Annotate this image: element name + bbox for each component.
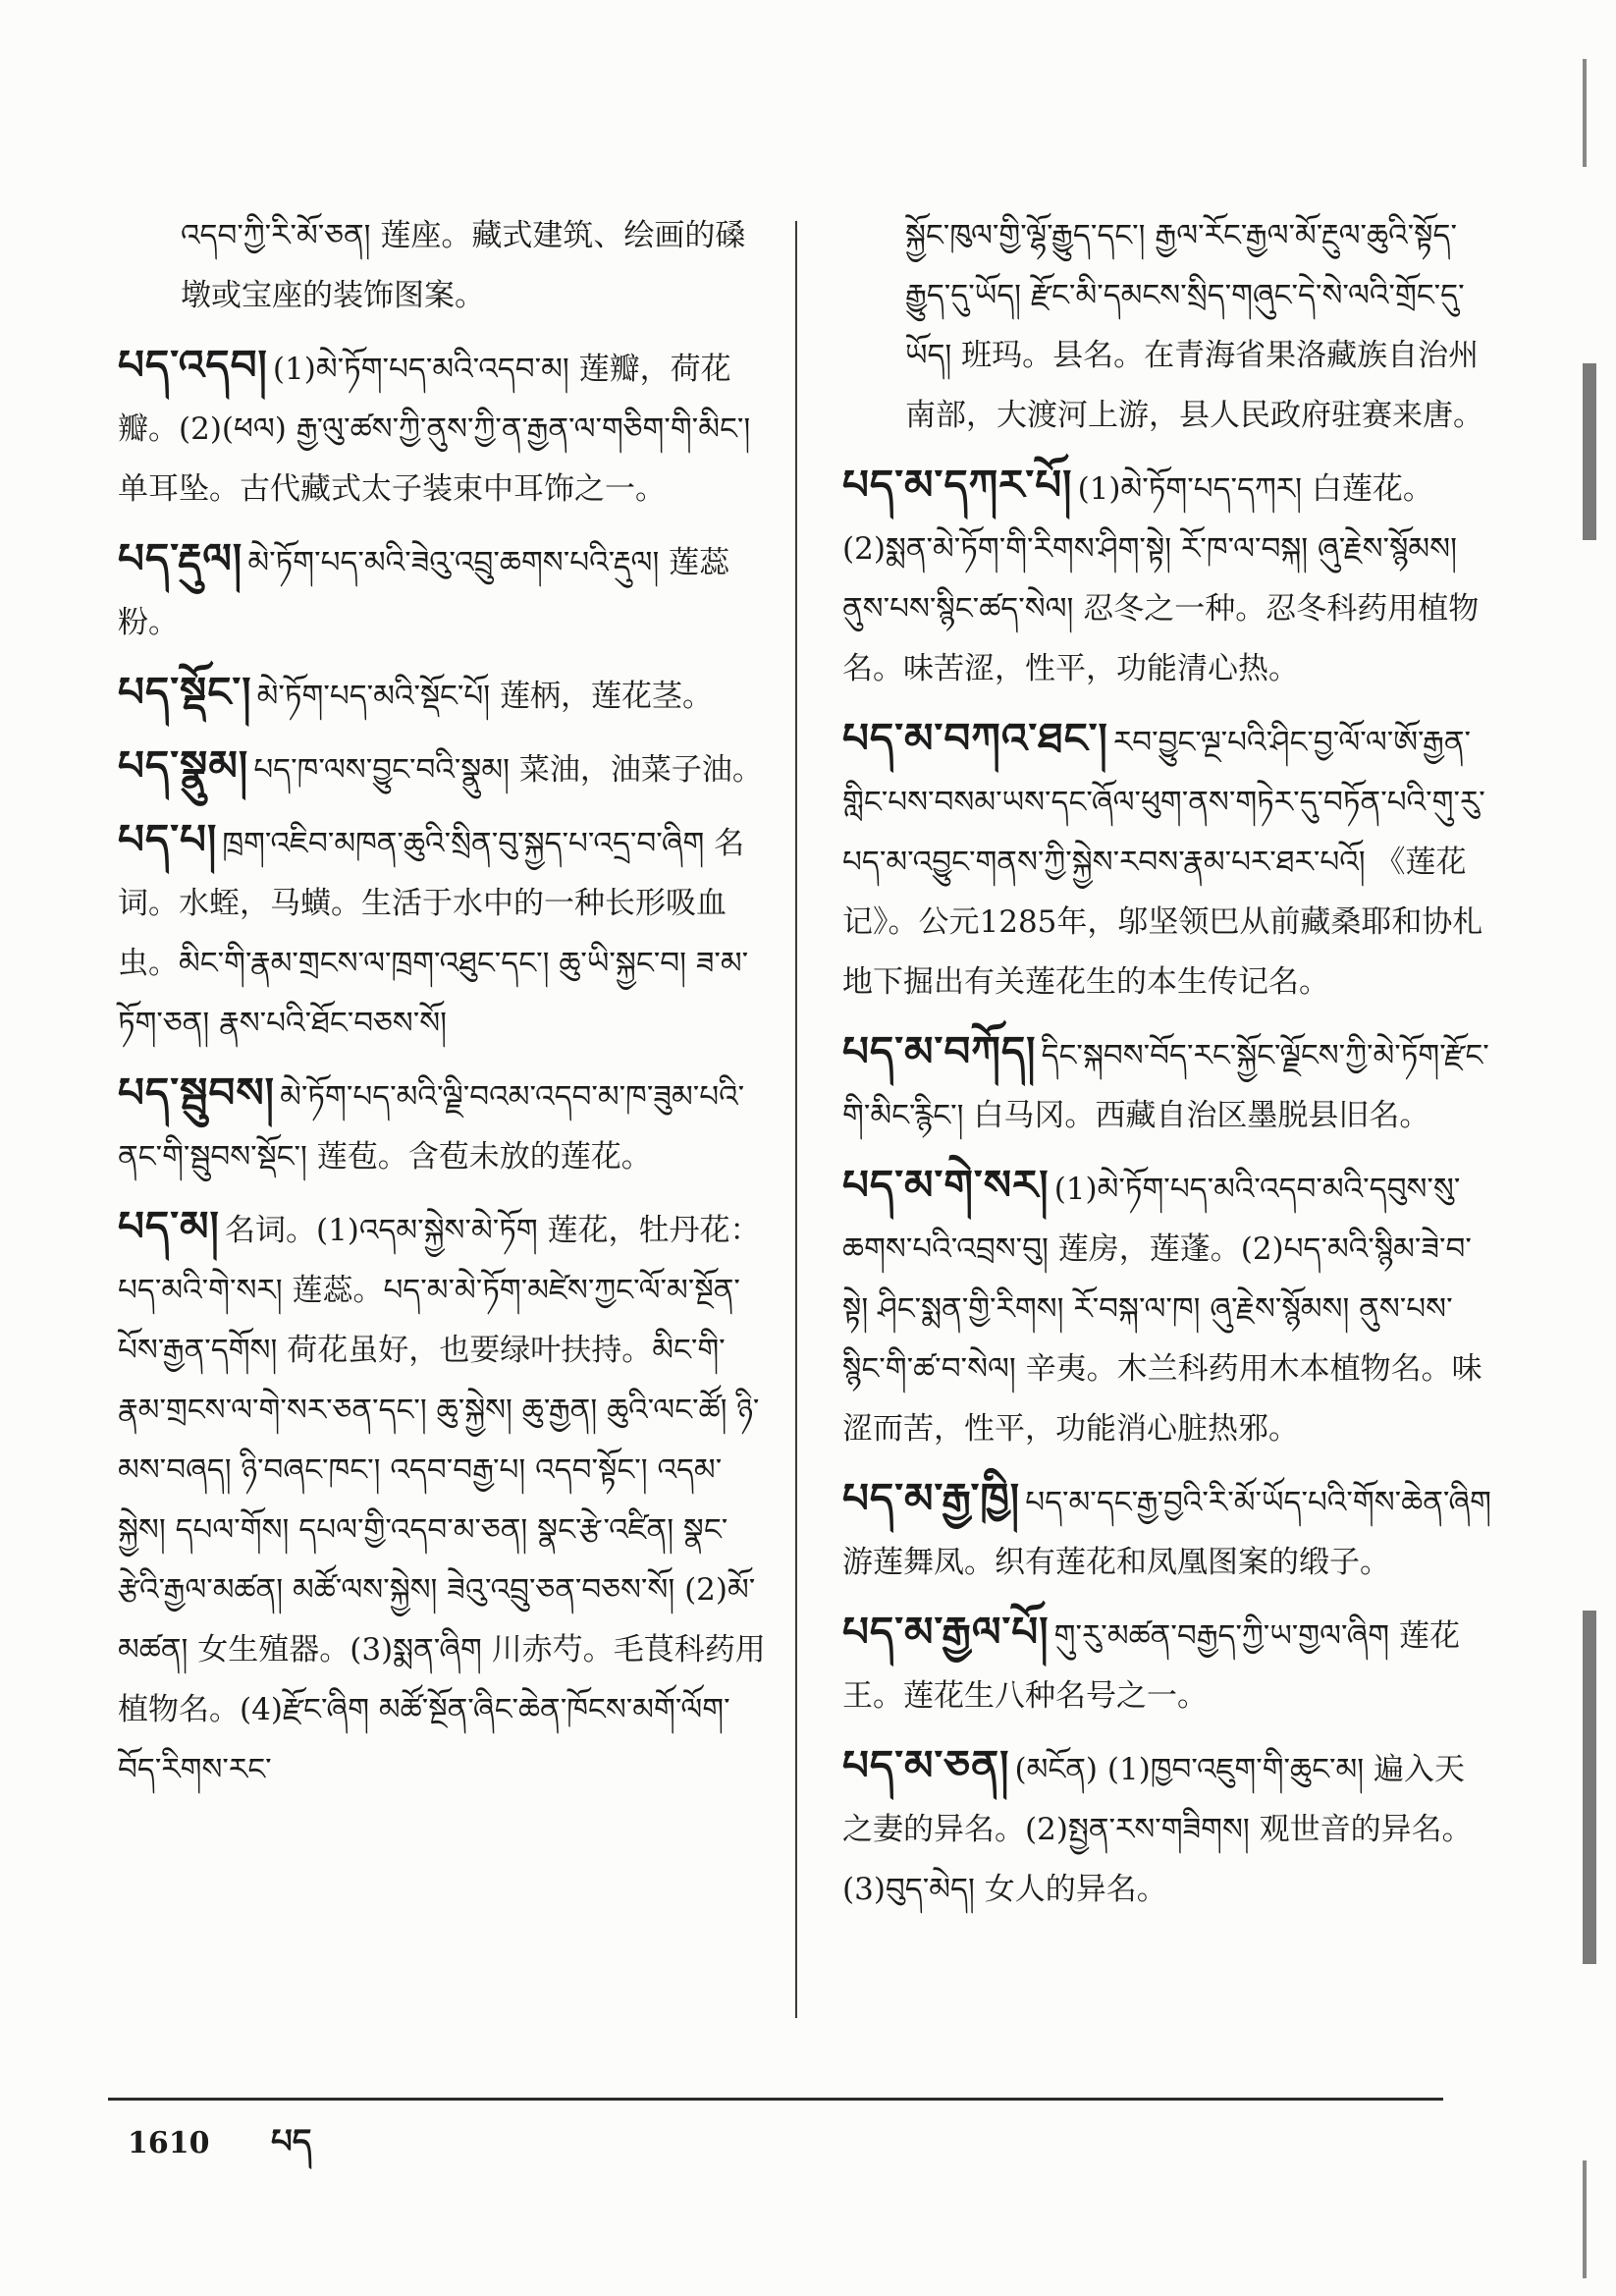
dictionary-entry: [842, 1740, 1495, 1920]
entry-definition: པད་ཁ་ལས་བྱུང་བའི་སྣུམ། 菜油，油菜子油。: [253, 752, 763, 788]
dictionary-entry: [118, 1201, 766, 1800]
entry-headword: པད་འདབ།: [118, 341, 268, 389]
dictionary-entry: [842, 460, 1495, 699]
entry-definition: རབ་བྱུང་ལྔ་པའི་ཤིང་བྱ་ལོ་ལ་ཨོ་རྒྱན་གླིང་པས་བསམ་ཡས་དང་ཞོལ་ཕུག་ནས་གཏེར་དུ་བཏོན་པའི་གུ་རུ་པད་མ་འབྱུང་གནས་ཀྱི་སྐྱེས་རབས་རྣམ་པར་ཐར་པའོ། 《莲花记》。公元1285年，邬坚领巴从前藏桑耶和协札地下掘出有关莲花生的本生传记名。: [842, 725, 1485, 1000]
dictionary-entry: [842, 1607, 1495, 1726]
entry-definition: པད་མ་དང་རྒྱ་བྱའི་རི་མོ་ཡོད་པའི་གོས་ཆེན་ཞིག 游莲舞凤。织有莲花和凤凰图案的缎子。: [842, 1485, 1491, 1580]
dictionary-entry: [118, 740, 766, 800]
entry-headword: པད་སྣུམ།: [118, 741, 249, 790]
entry-headword: པད་མ།: [118, 1202, 220, 1250]
entry-headword: པད་མ་རྒྱལ་པོ།: [842, 1608, 1050, 1656]
entry-headword: པད་རྡུལ།: [118, 534, 243, 582]
entry-definition: མེ་ཏོག་པད་མའི་ལྗི་བའམ་འདབ་མ་ཁ་ཟུམ་པའི་ནང་གི་སྦུབས་སྡོང་། 莲苞。含苞未放的莲花。: [118, 1079, 745, 1175]
scan-edge-mark: [1583, 1611, 1596, 1964]
column-divider: [795, 221, 797, 2018]
entry-definition: ཁྲག་འཇིབ་མཁན་ཆུའི་སྲིན་བུ་སྐྱད་པ་འདྲ་བ་ཞིག 名词。水蛭，马蟥。生活于水中的一种长形吸血虫。མིང་གི་རྣམ་གྲངས་ལ་ཁྲག་འཐུང་དང་། ཆུ་ཡི་སྐྱང་བ། ཟ་མ་ཏོག་ཅན། རྣས་པའི་ཐོང་བཅས་སོ།: [118, 826, 749, 1041]
entry-definition: དིང་སྐབས་བོད་རང་སྐྱོང་ལྗོངས་ཀྱི་མེ་ཏོག་རྫོང་གི་མིང་རྙིང་། 白马冈。西藏自治区墨脱县旧名。: [842, 1038, 1489, 1133]
dictionary-entry: [118, 340, 766, 519]
entry-definition: 名词。(1)འདམ་སྐྱེས་མེ་ཏོག 莲花，牡丹花：པད་མའི་གེ་སར། 莲蕊。པད་མ་མེ་ཏོག་མཛེས་ཀྱང་ལོ་མ་སྔོན་པོས་རྒྱན་དགོས། 荷花虽好，也要绿叶扶持。མིང་གི་རྣམ་གྲངས་ལ་གེ་སར་ཅན་དང་། ཆུ་སྐྱེས། ཆུ་རྒྱན། ཆུའི་ལང་ཚོ། ཉི་མས་བཞད། ཉི་བཞང་ཁང་། འདབ་བརྒྱ་པ། འདབ་སྟོང་། འདམ་སྐྱེས། དཔལ་གོས། དཔལ་གྱི་འདབ་མ་ཅན། སྣང་རྩེ་འཛིན། སྣང་རྩེའི་རྒྱལ་མཚན། མཚོ་ལས་སྐྱེས། ཟེའུ་འབྲུ་ཅན་བཅས་སོ། (2)མོ་མཚན། 女生殖器。(3)སྨན་ཞིག 川赤芍。毛茛科药用植物名。(4)རྫོང་ཞིག མཚོ་སྔོན་ཞིང་ཆེན་ཁོངས་མགོ་ལོག་བོད་རིགས་རང་: [118, 1213, 766, 1787]
entry-definition: མེ་ཏོག་པད་མའི་ཟེའུ་འབྲུ་ཆགས་པའི་རྡུལ། 莲蕊粉。: [118, 545, 730, 640]
page-number: 1610: [128, 2126, 210, 2160]
dictionary-entry: [842, 1160, 1495, 1459]
entry-headword: པད་མ་དཀར་པོ།: [842, 461, 1073, 509]
dictionary-entry: [842, 1026, 1495, 1146]
right-column: [842, 206, 1495, 1934]
page-footer: [128, 2104, 311, 2198]
dictionary-entry: [118, 1067, 766, 1187]
entry-definition: (1)མེ་ཏོག་པད་མའི་འདབ་མའི་དབུས་སུ་ཆགས་པའི་འབྲས་བུ། 莲房，莲蓬。(2)པད་མའི་སྙིམ་ཟེ་བ་སྟེ། ཤིང་སྨན་གྱི་རིགས། རོ་བསྐ་ལ་ཁ། ཞུ་རྗེས་སྙོམས། ནུས་པས་སྙིང་གི་ཚ་བ་སེལ། 辛夷。木兰科药用木本植物名。味涩而苦，性平，功能消心脏热邪。: [842, 1172, 1482, 1447]
dictionary-entry: [842, 206, 1495, 446]
scan-edge-mark: [1583, 2160, 1587, 2278]
dictionary-entry: [842, 713, 1495, 1012]
entry-headword: པད་མ་བཀའ་ཐང་།: [842, 714, 1108, 762]
entry-definition: གུ་རུ་མཚན་བརྒྱད་ཀྱི་ཡ་གྱལ་ཞིག 莲花王。莲花生八种名号之一。: [842, 1618, 1460, 1714]
dictionary-entry: [118, 814, 766, 1054]
entry-definition: (མངོན) (1)ཁྱབ་འཇུག་གི་ཆུང་མ། 遍入天之妻的异名。(2)སྤྱན་རས་གཟིགས། 观世音的异名。(3)བུད་མེད། 女人的异名。: [842, 1752, 1473, 1907]
entry-headword: པད་མ་བཀོད།: [842, 1027, 1037, 1075]
entry-headword: པད་སྦུབས།: [118, 1068, 276, 1117]
dictionary-entry: [118, 667, 766, 727]
dictionary-entry: [842, 1473, 1495, 1593]
entry-headword: པད་པ།: [118, 815, 218, 863]
entry-definition: འདབ་ཀྱི་རི་མོ་ཅན། 莲座。藏式建筑、绘画的磉墩或宝座的装饰图案。: [181, 218, 746, 313]
entry-headword: པད་མ་གེ་སར།: [842, 1161, 1050, 1209]
entry-definition: སྐྱོང་ཁུལ་གྱི་ལྷོ་རྒྱུད་དང་། རྒྱལ་རོང་རྒྱལ་མོ་རྔུལ་ཆུའི་སྟོད་རྒྱུད་དུ་ཡོད། རྫོང་མི་དམངས་སྲིད་གཞུང་དེ་སེ་ལའི་གྲོང་དུ་ཡོད། 班玛。县名。在青海省果洛藏族自治州南部，大渡河上游，县人民政府驻赛来唐。: [905, 218, 1483, 433]
running-head: པད: [270, 2122, 312, 2161]
scan-edge-mark: [1583, 59, 1587, 167]
entry-definition: (1)མེ་ཏོག་པད་མའི་འདབ་མ། 莲瓣，荷花瓣。(2)(ཕལ) རྒྱ་ལུ་ཚས་ཀྱི་ནུས་ཀྱི་ན་རྒྱན་ལ་གཅིག་གི་མིང་། 单耳坠。古代藏式太子装束中耳饰之一。: [118, 352, 751, 507]
entry-headword: པད་སྡོང་།: [118, 668, 252, 716]
footer-rule: [108, 2098, 1443, 2101]
scan-edge-mark: [1583, 363, 1596, 540]
dictionary-entry: [118, 533, 766, 653]
entry-headword: པད་མ་ཅན།: [842, 1741, 1010, 1789]
entry-definition: (1)མེ་ཏོག་པད་དཀར། 白莲花。(2)སྨན་མེ་ཏོག་གི་རིགས་ཤིག་སྟེ། རོ་ཁ་ལ་བསྐ། ཞུ་རྗེས་སྙོམས། ནུས་པས་སྙིང་ཚད་སེལ། 忍冬之一种。忍冬科药用植物名。味苦涩，性平，功能清心热。: [842, 471, 1480, 686]
entry-headword: པད་མ་རྒྱ་ཁྱི།: [842, 1474, 1021, 1522]
left-column: [118, 206, 766, 1814]
entry-definition: མེ་ཏོག་པད་མའི་སྡོང་པོ། 莲柄，莲花茎。: [256, 679, 713, 714]
dictionary-entry: [118, 206, 766, 326]
